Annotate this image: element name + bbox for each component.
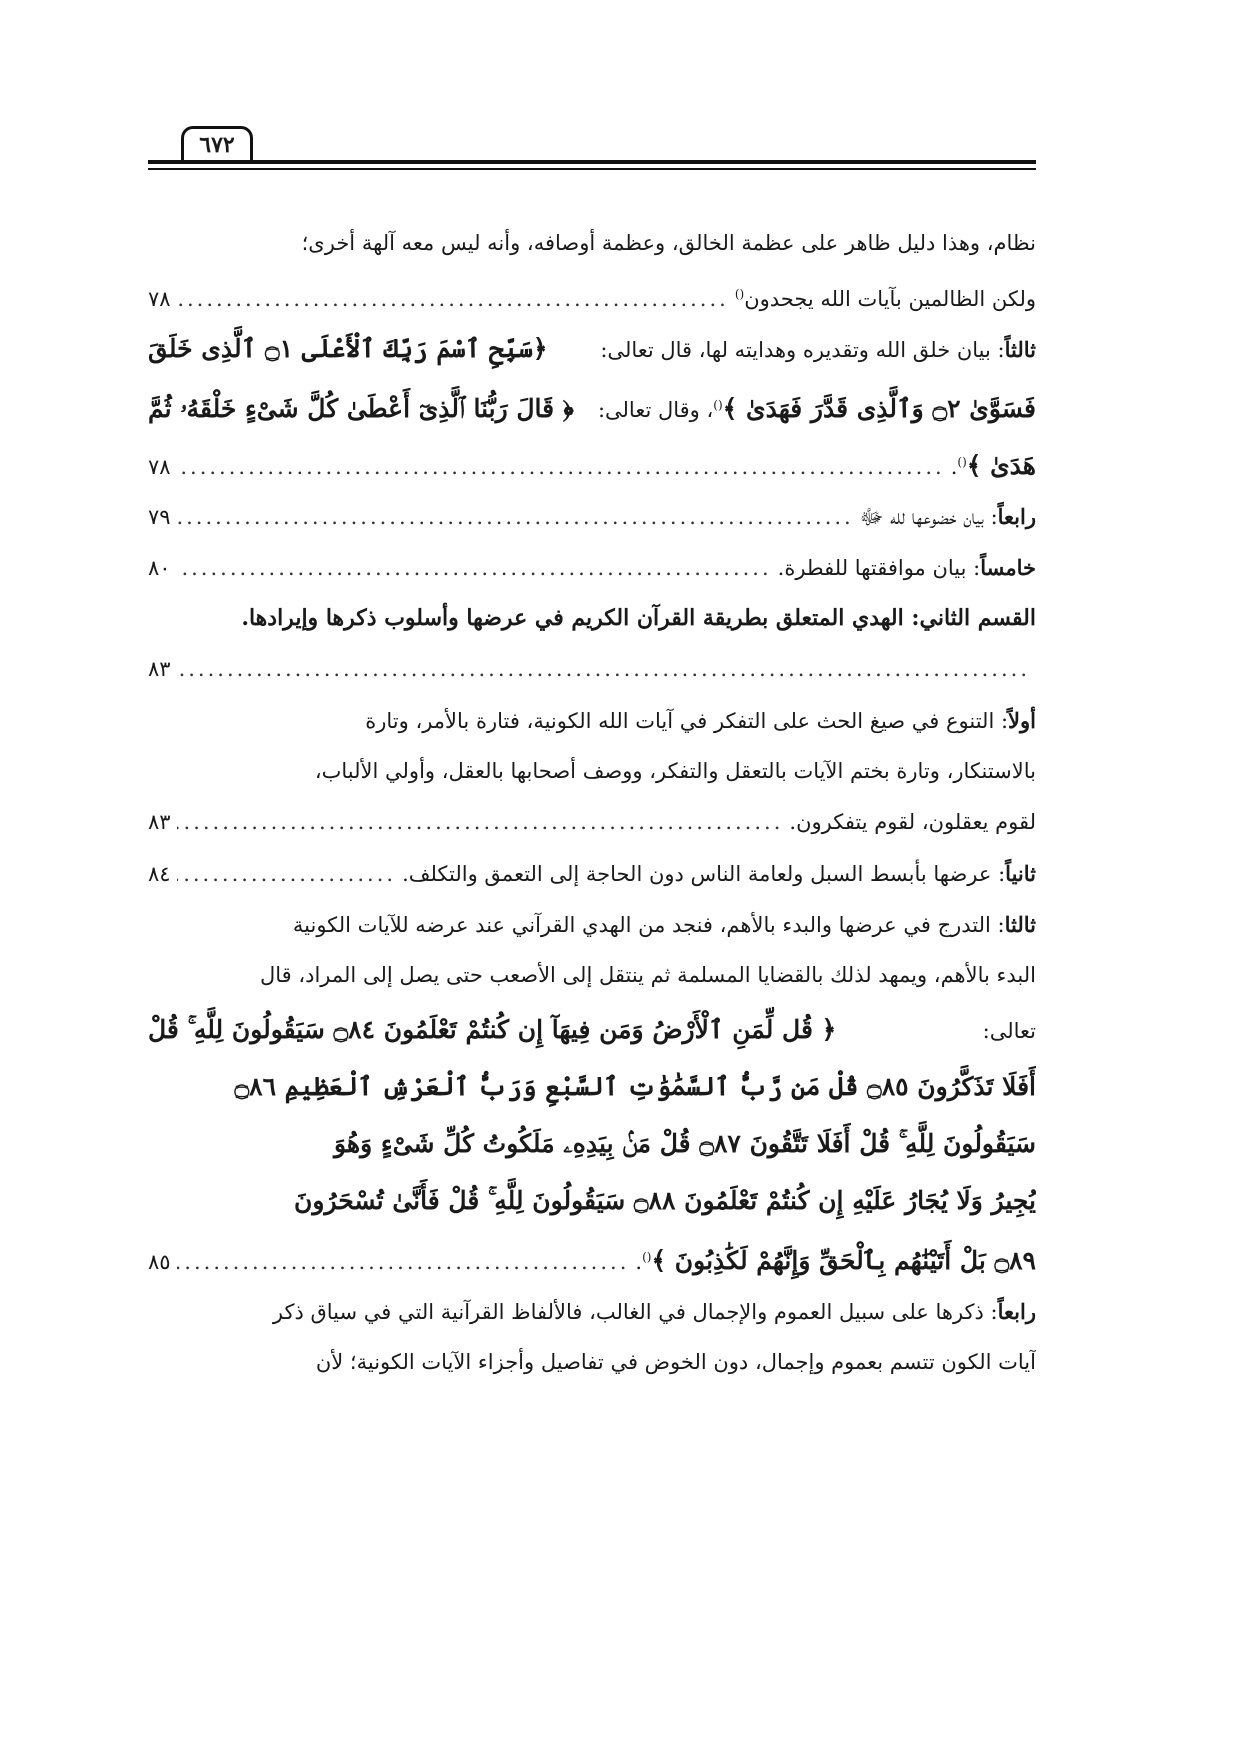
section-heading (148, 593, 1036, 644)
toc-text (735, 269, 1036, 320)
text-line (148, 320, 1036, 377)
toc-text (402, 848, 1036, 899)
text-line (148, 950, 1036, 1001)
toc-text (860, 491, 1036, 542)
header-rule-thin (148, 168, 1036, 170)
toc-text: لقوم يعقلون، لقوم يتفكرون. (789, 810, 1036, 834)
text-run (293, 899, 1036, 950)
text-line (148, 746, 1036, 797)
text-run (273, 1286, 1036, 1337)
entry-text: : بيان خلق الله وتقديره وهدايته لها، قال تعالى: (600, 338, 1005, 362)
quran-verse: ﴿سَبِّحِ ٱسْمَ رَبِّكَ ٱلْأَعْلَى ۝١ ٱلَّذِى خَلَقَ (148, 334, 548, 363)
lead-label: أولاً (1008, 708, 1036, 733)
leader-dots (177, 543, 772, 593)
lead-label: خامساً (980, 555, 1036, 580)
entry-text: : التنوع في صيغ الحث على التفكر في آيات الله الكونية، فتارة بالأمر، وتارة (365, 709, 1009, 733)
page-ref: ٧٨ (148, 455, 171, 479)
toc-entry (148, 491, 1036, 542)
leader-dots (177, 274, 729, 320)
entry-text: : بيان خضوعها لله ﷻ (859, 505, 998, 529)
paragraph-text: نظام، وهذا دليل ظاهر على عظمة الخالق، وعظمة أوصافه، وأنه ليس معه آلهة أخرى؛ (301, 231, 1036, 255)
paragraph-text: بالاستنكار، وتارة بختم الآيات بالتعقل والتفكر، ووصف أصحابها بالعقل، وأولي الألباب، (314, 759, 1036, 783)
footnote-marker: () (642, 1250, 652, 1264)
paragraph-text: آيات الكون تتسم بعموم وإجمال، دون الخوض في تفاصيل وأجزاء الآيات الكونية؛ لأن (315, 1350, 1036, 1374)
page-ref: ٨٥ (148, 1250, 171, 1274)
quran-verse: فَسَوَّىٰ ۝٢ وَٱلَّذِى قَدَّرَ فَهَدَىٰ ﴾ (722, 394, 1036, 423)
quran-verse: يُجِيرُ وَلَا يُجَارُ عَلَيْهِ إِن كُنتُمْ تَعْلَمُونَ ۝٨٨ سَيَقُولُونَ لِلَّهِ ۚ قُلْ فَأَنَّىٰ تُسْحَرُونَ (294, 1186, 1036, 1215)
lead-label: رابعاً (997, 1299, 1036, 1324)
lead-label: ثالثا (1004, 912, 1036, 937)
quran-line (148, 1058, 1036, 1115)
quran-line (148, 1115, 1036, 1172)
quran-line (148, 1172, 1036, 1229)
quran-verse: ﴿ قَالَ رَبُّنَا ٱلَّذِىٓ أَعْطَىٰ كُلَّ شَىْءٍ خَلْقَهُۥ ثُمَّ (148, 394, 574, 423)
entry-text: : التدرج في عرضها والبدء بالأهم، فنجد من الهدي القرآني عند عرضه للآيات الكونية (292, 913, 1005, 937)
leader-dots (177, 439, 945, 491)
footnote-marker: () (957, 455, 967, 469)
leader-dots (177, 1234, 630, 1286)
text-line (148, 1337, 1036, 1388)
quran-verse: أَفَلَا تَذَكَّرُونَ ۝٨٥ قُلْ مَن رَّبُّ ٱلسَّمَٰوَٰتِ ٱلسَّبْعِ وَرَبُّ ٱلْعَرْشِ ٱلْعَظِيمِ ۝٨٦ (234, 1072, 1036, 1101)
toc-entry (148, 434, 1036, 491)
page-ref: ٨٠ (148, 556, 171, 580)
leader-dots (177, 849, 397, 899)
lead-label: ثانياً (1005, 861, 1036, 886)
text-line (148, 218, 1036, 269)
toc-text: ۝٨٩ بَلْ أَتَيْنَٰهُم بِٱلْحَقِّ وَإِنَّهُمْ لَكَٰذِبُونَ ﴾(). (635, 1246, 1036, 1275)
quran-verse: ۝٨٩ بَلْ أَتَيْنَٰهُم بِٱلْحَقِّ وَإِنَّهُمْ لَكَٰذِبُونَ ﴾ (651, 1246, 1036, 1275)
page-ref: ٧٩ (148, 505, 171, 529)
toc-entry (148, 269, 1036, 320)
page-ref: ٨٣ (148, 657, 171, 681)
entry-text: ولكن الظالمين بآيات الله يجحدون (744, 287, 1036, 311)
page-ref: ٧٨ (148, 287, 171, 311)
footnote-marker: () (734, 287, 745, 301)
text-run (365, 695, 1036, 746)
text-line (148, 377, 1036, 434)
page-number-text: ٦٧٢ (199, 131, 235, 158)
leader-dots (177, 492, 854, 542)
quran-verse: هَدَىٰ ﴾ (966, 451, 1036, 480)
page-header (148, 126, 1036, 174)
entry-text: : بيان موافقتها للفطرة. (777, 556, 981, 580)
toc-entry (148, 797, 1036, 848)
quran-verse: سَيَقُولُونَ لِلَّهِ ۚ قُلْ أَفَلَا تَتَّقُونَ ۝٨٧ قُلْ مَنۢ بِيَدِهِۦ مَلَكُوتُ كُلِّ شَىْءٍ وَهُوَ (334, 1129, 1036, 1158)
text-run (598, 377, 1036, 434)
text-run (600, 321, 1036, 377)
entry-text: : ذكرها على سبيل العموم والإجمال في الغالب، فالألفاظ القرآنية التي في سياق ذكر (272, 1300, 998, 1324)
quran-verse: ﴿ قُل لِّمَنِ ٱلْأَرْضُ وَمَن فِيهَآ إِن كُنتُمْ تَعْلَمُونَ ۝٨٤ سَيَقُولُونَ لِلَّهِ ۚ قُلْ (148, 1015, 837, 1044)
text-line (148, 1286, 1036, 1337)
lead-label: رابعاً (997, 504, 1036, 529)
footnote-marker: () (713, 398, 723, 412)
entry-text: : عرضها بأبسط السبل ولعامة الناس دون الحاجة إلى التعمق والتكلف. (402, 862, 1006, 886)
paragraph-text: البدء بالأهم، ويمهد لذلك بالقضايا المسلمة ثم ينتقل إلى الأصعب حتى يصل إلى المراد، قال (259, 963, 1036, 987)
entry-text: ، وقال تعالى: (597, 398, 714, 422)
header-rule-thick (148, 160, 1036, 164)
entry-text: تعالى: (982, 1019, 1036, 1043)
section-title: القسم الثاني: الهدي المتعلق بطريقة القرآن الكريم في عرضها وأسلوب ذكرها وإيرادها. (241, 605, 1036, 631)
leader-dots (177, 644, 1030, 695)
page-ref: ٨٤ (148, 862, 171, 886)
text-line (148, 1001, 1036, 1058)
toc-entry (148, 1229, 1036, 1286)
toc-entry (148, 848, 1036, 899)
page-body (148, 218, 1036, 1388)
text-line (148, 899, 1036, 950)
leader-dots (177, 797, 784, 848)
lead-label: ثالثاً (1004, 337, 1036, 362)
toc-entry (148, 644, 1036, 695)
page-number (181, 126, 253, 160)
text-line (148, 695, 1036, 746)
toc-entry (148, 542, 1036, 593)
toc-text (778, 542, 1036, 593)
toc-text: هَدَىٰ ﴾(). (950, 451, 1036, 480)
page-ref: ٨٣ (148, 810, 171, 834)
